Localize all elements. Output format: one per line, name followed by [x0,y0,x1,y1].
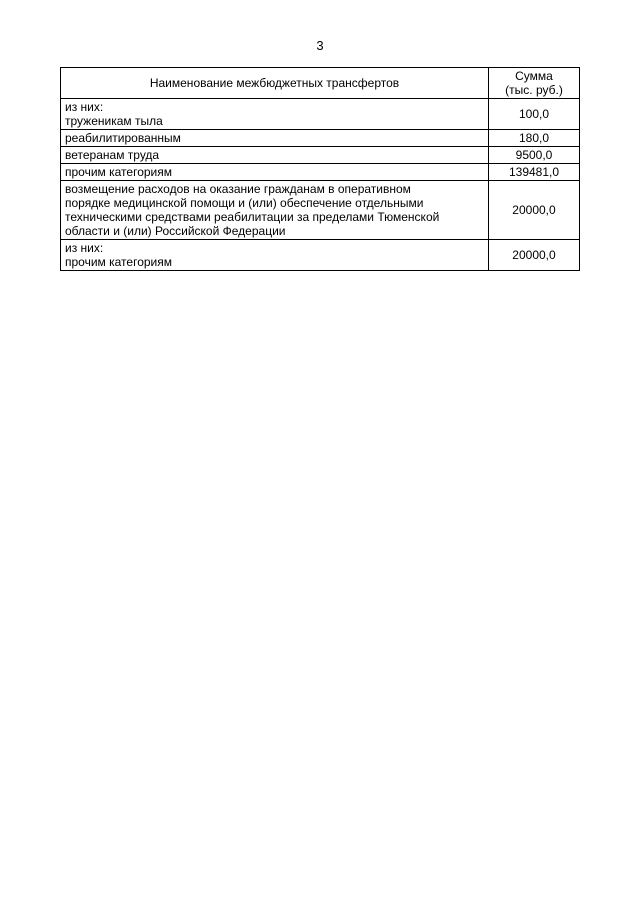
row-amount: 9500,0 [489,147,580,164]
table-header-row [61,68,580,99]
row-name-line: из них: [65,241,104,255]
row-name [61,181,489,240]
row-name [61,164,489,181]
row-amount: 180,0 [489,130,580,147]
row-name-line: возмещение расходов на оказание гражданам в оперативном [65,182,411,196]
row-amount: 20000,0 [489,240,580,271]
header-amount-line1: Сумма [515,69,553,83]
row-name-line: прочим категориям [65,165,172,179]
row-name [61,99,489,130]
table-row [61,164,580,181]
row-amount: 139481,0 [489,164,580,181]
table-row [61,147,580,164]
row-name [61,147,489,164]
header-transfer-name: Наименование межбюджетных трансфертов [61,68,489,99]
row-name [61,240,489,271]
row-name-line: техническими средствами реабилитации за пределами Тюменской [65,210,440,224]
row-name [61,130,489,147]
row-name-line: из них: [65,100,104,114]
row-name-line: прочим категориям [65,255,172,269]
row-amount: 100,0 [489,99,580,130]
row-name-line: реабилитированным [65,131,181,145]
transfers-table [60,67,580,271]
page-number: 3 [316,38,324,53]
row-name-line: порядке медицинской помощи и (или) обеспечение отдельными [65,196,424,210]
table-row [61,240,580,271]
header-amount [489,68,580,99]
table-row [61,99,580,130]
row-name-line: ветеранам труда [65,148,160,162]
row-name-line: труженикам тыла [65,114,163,128]
table-row [61,130,580,147]
row-amount: 20000,0 [489,181,580,240]
table-row [61,181,580,240]
row-name-line: области и (или) Российской Федерации [65,224,286,238]
header-amount-line2: (тыс. руб.) [505,83,563,97]
